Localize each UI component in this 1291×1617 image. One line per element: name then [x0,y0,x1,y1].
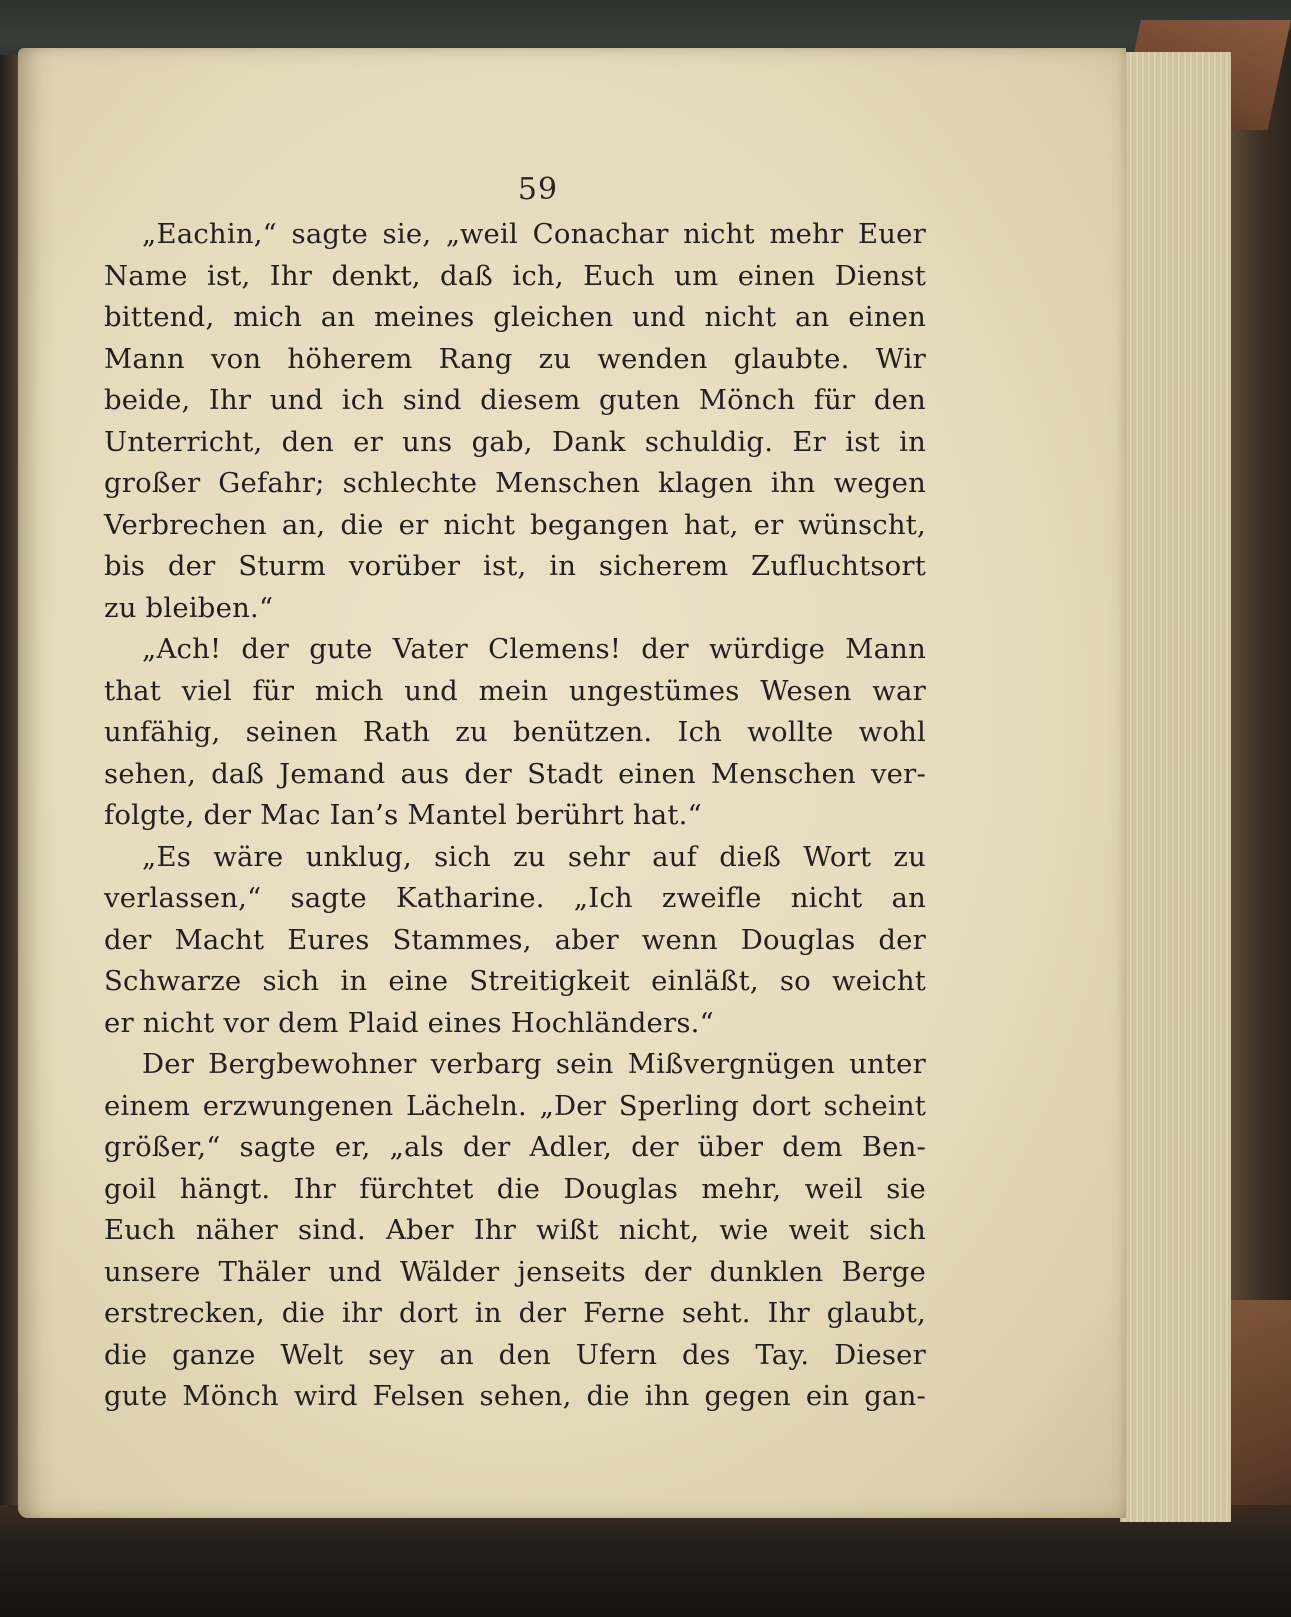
text-line: verlassen,“ sagte Katharine. „Ich zweifle nicht an [104,882,926,914]
text-line: Euch näher sind. Aber Ihr wißt nicht, wie weit sich [104,1214,926,1246]
page-text [104,214,926,1418]
text-line: goil hängt. Ihr fürchtet die Douglas mehr, weil sie [104,1172,926,1205]
text-line: Name ist, Ihr denkt, daß ich, Euch um einen Dienst [104,259,926,292]
text-line: unsere Thäler und Wälder jenseits der dunklen Berge [104,1255,926,1288]
text-line: „Es wäre unklug, sich zu sehr auf dieß Wort zu [142,840,926,873]
text-line: zu bleiben.“ [104,591,274,624]
text-line: „Eachin,“ sagte sie, „weil Conachar nicht mehr Euer [142,218,926,250]
text-line: unfähig, seinen Rath zu benützen. Ich wollte wohl [104,716,926,748]
text-line: „Ach! der gute Vater Clemens! der würdige Mann [142,633,926,665]
text-line: der Macht Eures Stammes, aber wenn Douglas der [104,923,926,956]
text-line: Unterricht, den er uns gab, Dank schuldig. Er ist in [104,425,926,458]
text-line: Der Bergbewohner verbarg sein Mißvergnügen unter [142,1048,926,1080]
text-line: größer,“ sagte er, „als der Adler, der über dem Ben- [104,1131,926,1163]
text-line: bis der Sturm vorüber ist, in sicherem Zufluchtsort [104,550,926,582]
text-line: großer Gefahr; schlechte Menschen klagen ihn wegen [104,467,926,499]
text-line: sehen, daß Jemand aus der Stadt einen Menschen ver- [104,757,926,790]
text-line: gute Mönch wird Felsen sehen, die ihn gegen ein gan- [104,1380,926,1412]
page-number: 59 [517,172,559,207]
text-line: erstrecken, die ihr dort in der Ferne seht. Ihr glaubt, [104,1297,926,1329]
text-line: einem erzwungenen Lächeln. „Der Sperling dort scheint [104,1089,926,1122]
leather-corner-bottom [1221,1300,1291,1540]
text-line: beide, Ihr und ich sind diesem guten Mönch für den [104,384,926,416]
text-line: er nicht vor dem Plaid eines Hochländers.“ [104,1006,714,1039]
book-cover-bottom [0,1505,1291,1617]
book-page [18,48,1126,1518]
text-line: that viel für mich und mein ungestümes Wesen war [104,674,926,707]
text-line: folgte, der Mac Ian’s Mantel berührt hat.“ [104,799,702,831]
text-line: die ganze Welt sey an den Ufern des Tay. Dieser [104,1338,926,1371]
text-line: bittend, mich an meines gleichen und nicht an einen [104,301,926,333]
text-line: Schwarze sich in eine Streitigkeit einläßt, so weicht [104,965,926,997]
page-edges [1120,52,1231,1522]
text-line: Mann von höherem Rang zu wenden glaubte. Wir [104,342,926,375]
text-line: Verbrechen an, die er nicht begangen hat, er wünscht, [104,508,926,541]
